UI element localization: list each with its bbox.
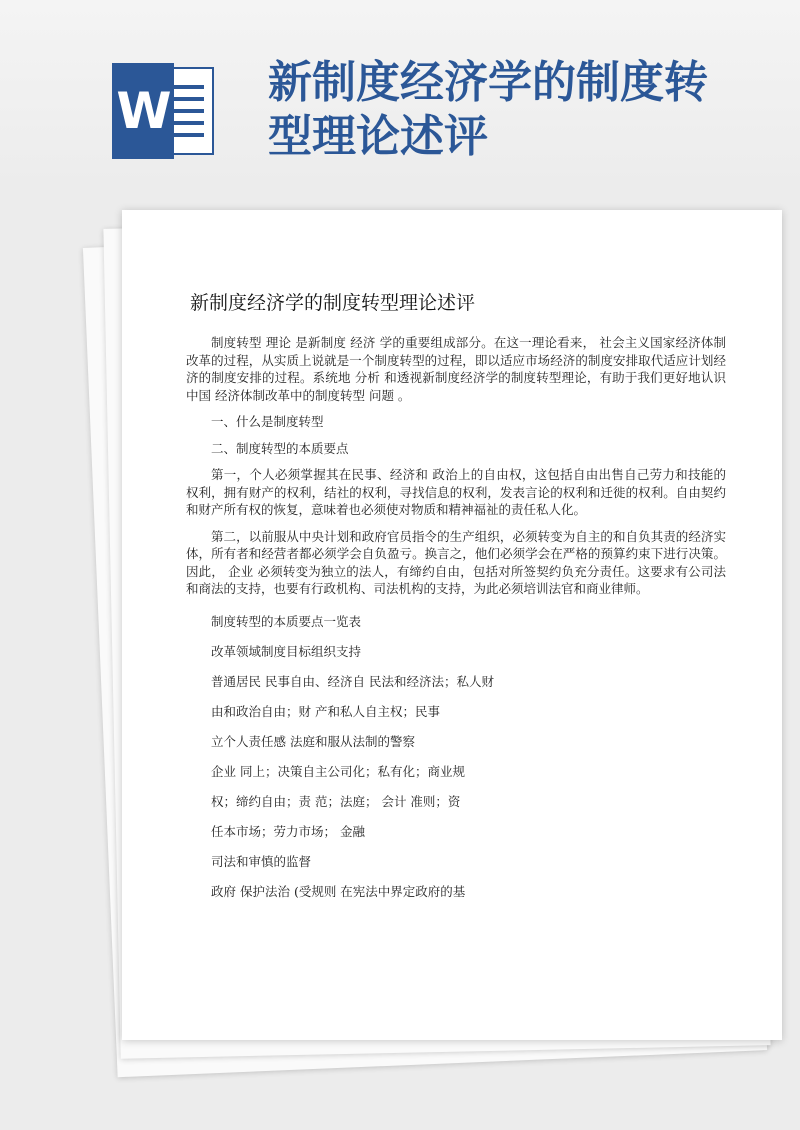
banner-title: 新制度经济学的制度转型理论述评 bbox=[268, 57, 708, 162]
table-line: 任本市场；劳力市场； 金融 bbox=[211, 823, 365, 839]
paragraph-second: 第二，以前服从中央计划和政府官员指令的生产组织，必须转变为自主的和自负其责的经济实体，所有者和经营者都必须学会自负盈亏。换言之，他们必须学会在严格的预算约束下进行决策。因此， 企业 必须转变为独立的法人，有缔约自由，包括对所签契约负充分责任。这要求有公司法和商法的支持，也要有行政机构、司法机构的支持，为此必须培训法官和商业律师。 bbox=[186, 528, 726, 596]
document-title: 新制度经济学的制度转型理论述评 bbox=[190, 292, 476, 314]
word-letter-badge: W bbox=[112, 63, 174, 159]
document-body bbox=[186, 334, 726, 907]
table-line: 政府 保护法治 (受规则 在宪法中界定政府的基 bbox=[211, 883, 466, 899]
table-line: 由和政治自由；财 产和私人自主权；民事 bbox=[211, 703, 440, 719]
table-line: 企业 同上；决策自主公司化；私有化；商业规 bbox=[211, 763, 465, 779]
table-line: 改革领域制度目标组织支持 bbox=[211, 643, 362, 659]
section-heading-2: 二、制度转型的本质要点 bbox=[211, 440, 349, 456]
table-line: 司法和审慎的监督 bbox=[211, 853, 312, 869]
table-line: 制度转型的本质要点一览表 bbox=[211, 613, 362, 629]
intro-paragraph: 制度转型 理论 是新制度 经济 学的重要组成部分。在这一理论看来， 社会主义国家经济体制改革的过程，从实质上说就是一个制度转型的过程，即以适应市场经济的制度安排取代适应计划经济的制度安排的过程。系统地 分析 和透视新制度经济学的制度转型理论，有助于我们更好地认识 中国 经济体制改革中的制度转型 问题 。 bbox=[186, 335, 726, 403]
word-document-icon bbox=[112, 63, 216, 159]
document-page bbox=[122, 210, 782, 1040]
table-line: 立个人责任感 法庭和服从法制的警察 bbox=[211, 733, 415, 749]
header-banner bbox=[0, 0, 800, 190]
paragraph-first: 第一，个人必须掌握其在民事、经济和 政治上的自由权，这包括自由出售自己劳力和技能的权利，拥有财产的权利，结社的权利，寻找信息的权利，发表言论的权利和迁徙的权利。自由契约和财产所有权的恢复，意味着也必须使对物质和精神福祉的责任私人化。 bbox=[186, 467, 726, 517]
table-line: 权；缔约自由；责 范；法庭； 会计 准则；资 bbox=[211, 793, 461, 809]
section-heading-1: 一、什么是制度转型 bbox=[211, 414, 324, 429]
table-line: 普通居民 民事自由、经济自 民法和经济法；私人财 bbox=[211, 673, 494, 689]
